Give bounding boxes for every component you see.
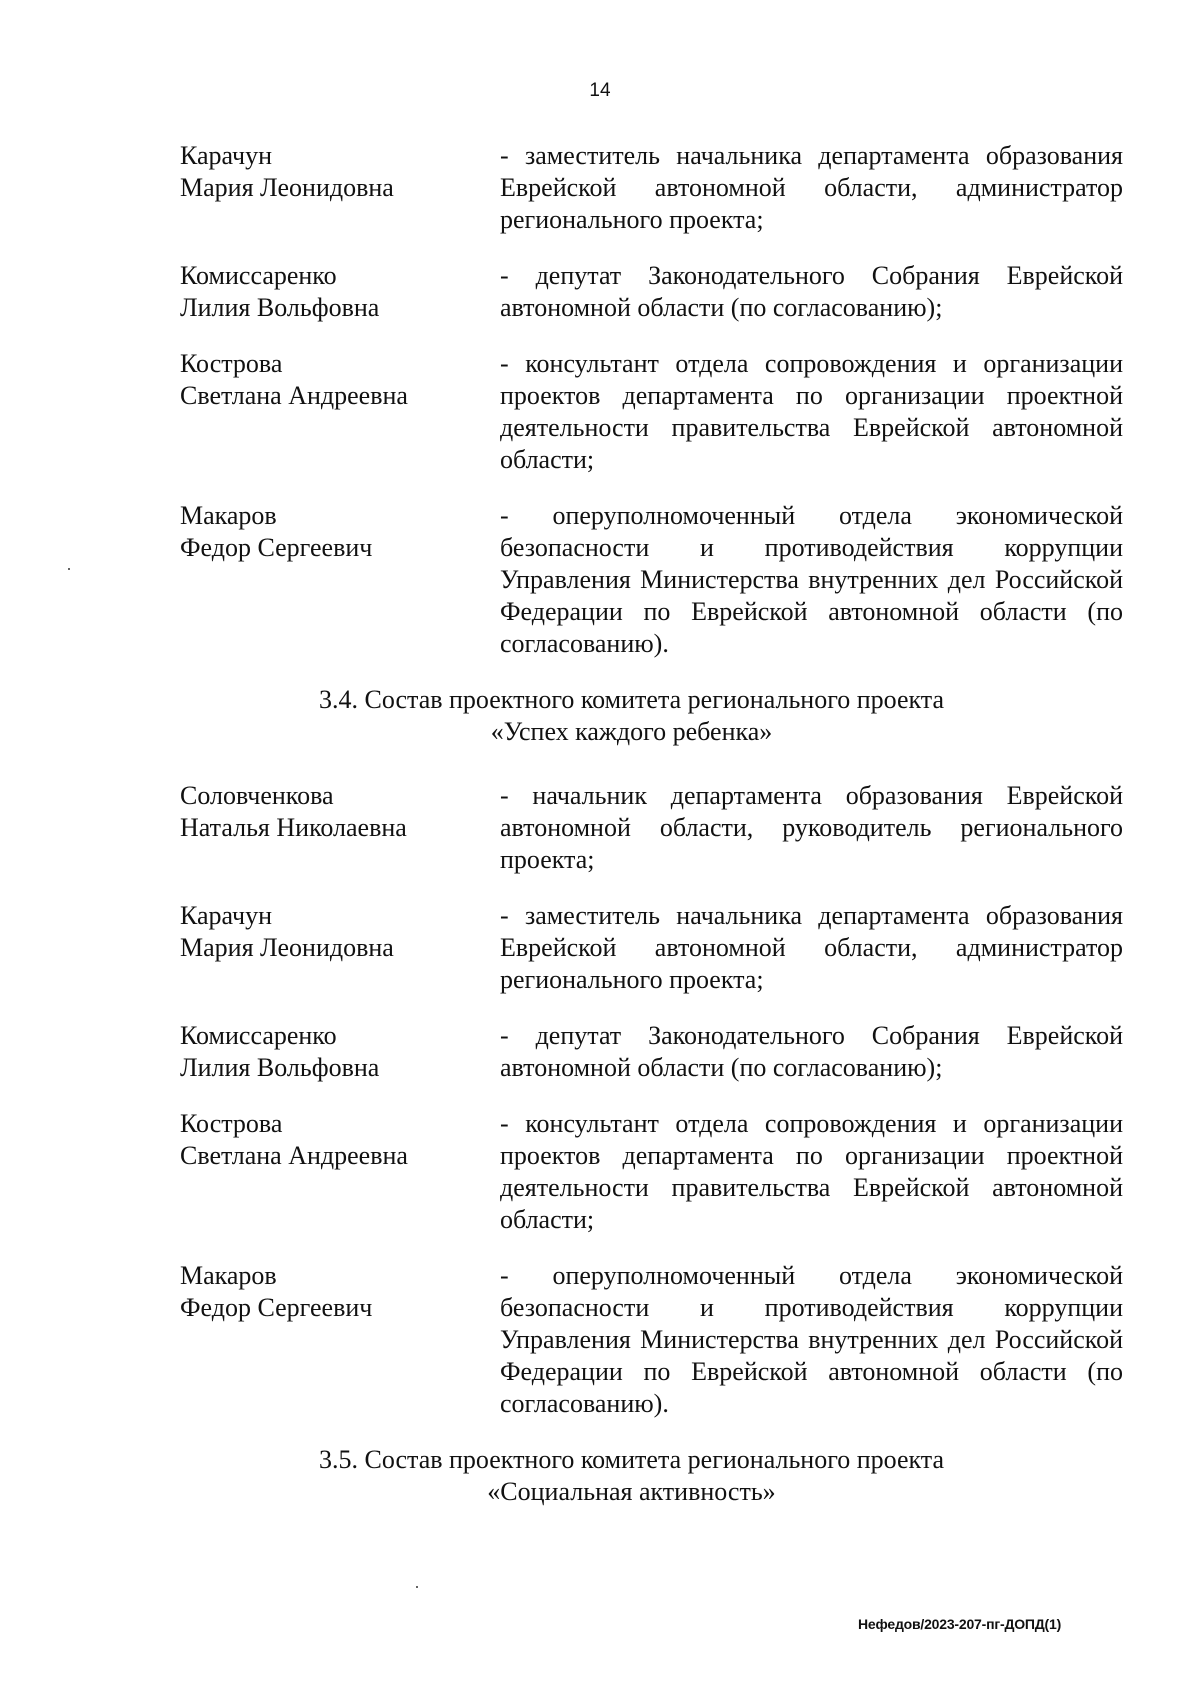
member-surname: Соловченкова (180, 781, 334, 810)
member-name (180, 260, 500, 324)
member-name (180, 1020, 500, 1084)
member-surname: Макаров (180, 1261, 277, 1290)
member-name (180, 780, 500, 876)
member-entry (180, 1260, 1123, 1420)
member-entry (180, 1020, 1123, 1084)
section-heading-project-name: «Социальная активность» (487, 1477, 776, 1506)
member-entry (180, 1108, 1123, 1236)
document-body (180, 140, 1123, 1540)
member-entry (180, 780, 1123, 876)
member-surname: Карачун (180, 901, 273, 930)
document-code: Нефедов/2023-207-пг-ДОПД(1) (858, 1616, 1062, 1632)
member-surname: Карачун (180, 141, 273, 170)
member-role: - депутат Законодательного Собрания Еврейской автономной области (по согласованию); (500, 1021, 1123, 1082)
member-entry (180, 140, 1123, 236)
scan-speck (416, 1586, 418, 1588)
member-given-names: Светлана Андреевна (180, 1141, 408, 1170)
member-name (180, 1260, 500, 1420)
member-surname: Макаров (180, 501, 277, 530)
member-surname: Комиссаренко (180, 1021, 337, 1050)
member-given-names: Мария Леонидовна (180, 933, 394, 962)
member-surname: Кострова (180, 349, 283, 378)
member-name (180, 140, 500, 236)
scan-speck (68, 568, 70, 570)
member-name (180, 500, 500, 660)
member-given-names: Лилия Вольфовна (180, 1053, 380, 1082)
page-number: 14 (589, 80, 611, 101)
member-given-names: Федор Сергеевич (180, 533, 373, 562)
member-name (180, 348, 500, 476)
member-role: - начальник департамента образования Еврейской автономной области, руководитель регионального проекта; (500, 781, 1123, 874)
section-heading-line: 3.4. Состав проектного комитета регионального проекта (318, 685, 945, 714)
member-given-names: Федор Сергеевич (180, 1293, 373, 1322)
member-given-names: Мария Леонидовна (180, 173, 394, 202)
member-surname: Кострова (180, 1109, 283, 1138)
member-entry (180, 348, 1123, 476)
member-role: - консультант отдела сопровождения и организации проектов департамента по организации проектной деятельности правительства Еврейской автономной области; (500, 1109, 1123, 1234)
member-entry (180, 900, 1123, 996)
member-entry (180, 260, 1123, 324)
member-role: - консультант отдела сопровождения и организации проектов департамента по организации проектной деятельности правительства Еврейской автономной области; (500, 349, 1123, 474)
member-name (180, 1108, 500, 1236)
member-given-names: Лилия Вольфовна (180, 293, 380, 322)
section-heading-3-5 (180, 1444, 1123, 1508)
member-role: - заместитель начальника департамента образования Еврейской автономной области, администратор регионального проекта; (500, 901, 1123, 994)
member-role: - заместитель начальника департамента образования Еврейской автономной области, администратор регионального проекта; (500, 141, 1123, 234)
member-role: - оперуполномоченный отдела экономической безопасности и противодействия коррупции Управления Министерства внутренних дел Российской Федерации по Еврейской автономной области (по согласованию). (500, 501, 1123, 658)
member-role: - депутат Законодательного Собрания Еврейской автономной области (по согласованию); (500, 261, 1123, 322)
member-name (180, 900, 500, 996)
section-heading-project-name: «Успех каждого ребенка» (490, 717, 773, 746)
section-heading-3-4 (180, 684, 1123, 748)
member-surname: Комиссаренко (180, 261, 337, 290)
member-given-names: Наталья Николаевна (180, 813, 407, 842)
member-role: - оперуполномоченный отдела экономической безопасности и противодействия коррупции Управления Министерства внутренних дел Российской Федерации по Еврейской автономной области (по согласованию). (500, 1261, 1123, 1418)
member-given-names: Светлана Андреевна (180, 381, 408, 410)
member-entry (180, 500, 1123, 660)
section-heading-line: 3.5. Состав проектного комитета регионального проекта (318, 1445, 945, 1474)
